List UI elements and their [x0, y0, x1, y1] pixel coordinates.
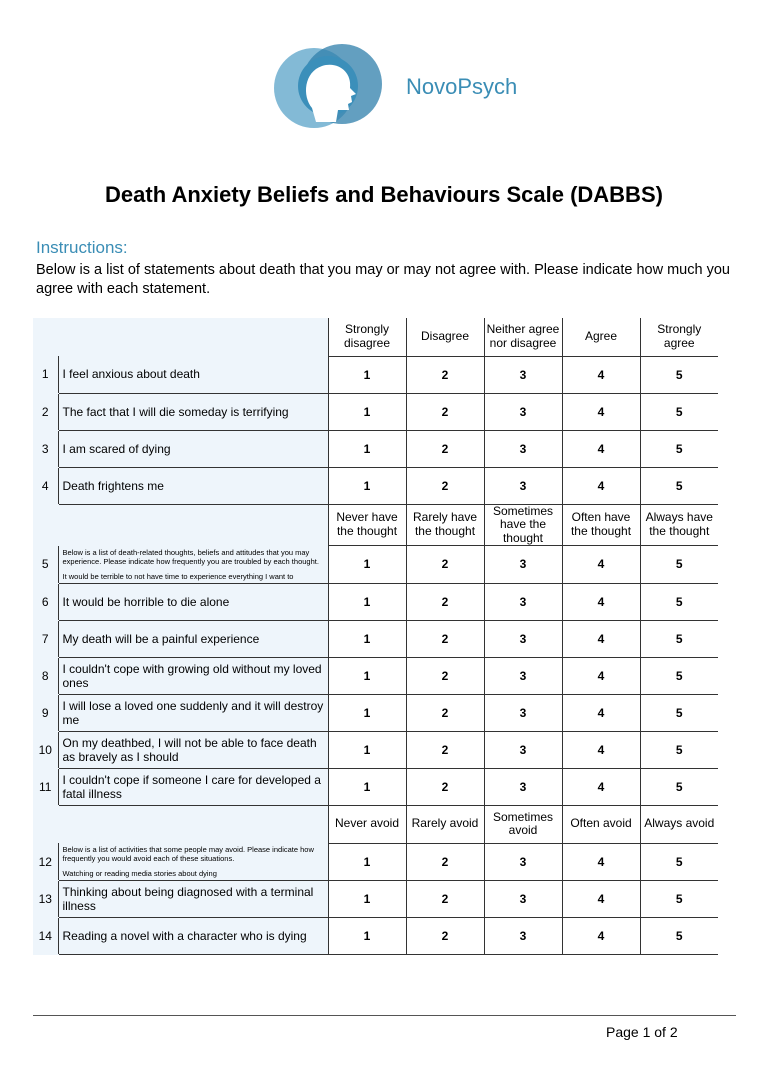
response-option-5[interactable]: 5	[640, 731, 718, 768]
item-number: 9	[33, 694, 58, 731]
response-option-4[interactable]: 4	[562, 843, 640, 881]
response-option-2[interactable]: 2	[406, 393, 484, 430]
item-text: Watching or reading media stories about dying	[62, 869, 217, 878]
response-option-1[interactable]: 1	[328, 546, 406, 584]
table-row	[33, 731, 718, 768]
response-option-2[interactable]: 2	[406, 430, 484, 467]
response-option-1[interactable]: 1	[328, 881, 406, 918]
response-option-4[interactable]: 4	[562, 393, 640, 430]
response-option-header: Strongly disagree	[328, 318, 406, 356]
item-number: 13	[33, 881, 58, 918]
item-number: 4	[33, 467, 58, 504]
response-option-3[interactable]: 3	[484, 918, 562, 955]
response-option-1[interactable]: 1	[328, 393, 406, 430]
response-option-3[interactable]: 3	[484, 843, 562, 881]
response-option-3[interactable]: 3	[484, 881, 562, 918]
dabbs-scale-table	[33, 318, 718, 955]
response-option-5[interactable]: 5	[640, 467, 718, 504]
table-row	[33, 657, 718, 694]
item-statement: Reading a novel with a character who is dying	[58, 918, 328, 955]
header-spacer	[58, 504, 328, 546]
response-option-3[interactable]: 3	[484, 430, 562, 467]
item-statement: I couldn't cope with growing old without my loved ones	[58, 657, 328, 694]
response-option-header: Always avoid	[640, 805, 718, 843]
response-option-2[interactable]: 2	[406, 657, 484, 694]
response-option-2[interactable]: 2	[406, 467, 484, 504]
response-option-header: Always have the thought	[640, 504, 718, 546]
item-number: 8	[33, 657, 58, 694]
response-option-3[interactable]: 3	[484, 546, 562, 584]
response-option-header: Sometimes have the thought	[484, 504, 562, 546]
response-option-1[interactable]: 1	[328, 356, 406, 393]
response-option-header: Often have the thought	[562, 504, 640, 546]
table-row	[33, 843, 718, 881]
response-option-header: Often avoid	[562, 805, 640, 843]
header-spacer	[58, 805, 328, 843]
item-number: 2	[33, 393, 58, 430]
response-option-3[interactable]: 3	[484, 768, 562, 805]
item-statement: Thinking about being diagnosed with a terminal illness	[58, 881, 328, 918]
section-header-row	[33, 504, 718, 546]
response-option-4[interactable]: 4	[562, 657, 640, 694]
table-row	[33, 768, 718, 805]
response-option-2[interactable]: 2	[406, 620, 484, 657]
response-option-4[interactable]: 4	[562, 620, 640, 657]
table-row	[33, 356, 718, 393]
item-number: 11	[33, 768, 58, 805]
response-option-header: Rarely have the thought	[406, 504, 484, 546]
response-option-header: Neither agree nor disagree	[484, 318, 562, 356]
item-number: 3	[33, 430, 58, 467]
brand-name: NovoPsych	[406, 74, 518, 99]
response-option-1[interactable]: 1	[328, 583, 406, 620]
response-option-3[interactable]: 3	[484, 694, 562, 731]
table-row	[33, 583, 718, 620]
response-option-1[interactable]: 1	[328, 731, 406, 768]
response-option-2[interactable]: 2	[406, 694, 484, 731]
item-number: 12	[33, 843, 58, 881]
header-spacer	[33, 805, 58, 843]
response-option-5[interactable]: 5	[640, 881, 718, 918]
response-option-header: Rarely avoid	[406, 805, 484, 843]
instructions-text: Below is a list of statements about death that you may or may not agree with. Please indicate how much you agree with each statement.	[36, 262, 730, 297]
item-statement: Death frightens me	[58, 467, 328, 504]
response-option-1[interactable]: 1	[328, 430, 406, 467]
item-statement: I feel anxious about death	[58, 356, 328, 393]
item-number: 6	[33, 583, 58, 620]
item-text: It would be terrible to not have time to experience everything I want to	[62, 571, 294, 581]
table-row	[33, 430, 718, 467]
instructions-heading: Instructions:	[36, 238, 128, 257]
response-option-header: Never avoid	[328, 805, 406, 843]
page-title: Death Anxiety Beliefs and Behaviours Scale (DABBS)	[105, 182, 663, 207]
response-option-4[interactable]: 4	[562, 430, 640, 467]
response-option-4[interactable]: 4	[562, 583, 640, 620]
table-row	[33, 546, 718, 584]
item-number: 5	[33, 546, 58, 584]
item-statement	[58, 843, 328, 881]
response-option-5[interactable]: 5	[640, 393, 718, 430]
response-option-4[interactable]: 4	[562, 881, 640, 918]
response-option-3[interactable]: 3	[484, 356, 562, 393]
response-option-3[interactable]: 3	[484, 731, 562, 768]
response-option-3[interactable]: 3	[484, 620, 562, 657]
response-option-4[interactable]: 4	[562, 694, 640, 731]
response-option-2[interactable]: 2	[406, 356, 484, 393]
response-option-1[interactable]: 1	[328, 694, 406, 731]
header-spacer	[33, 318, 58, 356]
response-option-1[interactable]: 1	[328, 918, 406, 955]
response-option-5[interactable]: 5	[640, 583, 718, 620]
response-option-5[interactable]: 5	[640, 657, 718, 694]
response-option-5[interactable]: 5	[640, 843, 718, 881]
page-number: Page 1 of 2	[606, 1024, 678, 1040]
item-number: 7	[33, 620, 58, 657]
item-statement: I couldn't cope if someone I care for developed a fatal illness	[58, 768, 328, 805]
response-option-1[interactable]: 1	[328, 768, 406, 805]
response-option-2[interactable]: 2	[406, 731, 484, 768]
response-option-4[interactable]: 4	[562, 918, 640, 955]
item-statement: On my deathbed, I will not be able to face death as bravely as I should	[58, 731, 328, 768]
response-option-2[interactable]: 2	[406, 546, 484, 584]
response-option-1[interactable]: 1	[328, 843, 406, 881]
response-option-2[interactable]: 2	[406, 583, 484, 620]
response-option-4[interactable]: 4	[562, 356, 640, 393]
item-statement: My death will be a painful experience	[58, 620, 328, 657]
section-note: Below is a list of activities that some people may avoid. Please indicate how frequently you would avoid each of these situations.	[62, 845, 314, 863]
response-option-5[interactable]: 5	[640, 694, 718, 731]
table-row	[33, 467, 718, 504]
response-option-2[interactable]: 2	[406, 768, 484, 805]
response-option-4[interactable]: 4	[562, 546, 640, 584]
response-option-2[interactable]: 2	[406, 881, 484, 918]
response-option-3[interactable]: 3	[484, 467, 562, 504]
response-option-1[interactable]: 1	[328, 620, 406, 657]
response-option-2[interactable]: 2	[406, 843, 484, 881]
table-row	[33, 918, 718, 955]
response-option-header: Disagree	[406, 318, 484, 356]
section-header-row	[33, 318, 718, 356]
item-statement	[58, 546, 328, 584]
header-spacer	[33, 504, 58, 546]
response-option-3[interactable]: 3	[484, 657, 562, 694]
response-option-4[interactable]: 4	[562, 768, 640, 805]
item-number: 1	[33, 356, 58, 393]
response-option-4[interactable]: 4	[562, 467, 640, 504]
response-option-5[interactable]: 5	[640, 430, 718, 467]
novopsych-logo	[272, 36, 532, 136]
item-statement: It would be horrible to die alone	[58, 583, 328, 620]
response-option-5[interactable]: 5	[640, 918, 718, 955]
table-row	[33, 881, 718, 918]
response-option-3[interactable]: 3	[484, 393, 562, 430]
item-statement: I am scared of dying	[58, 430, 328, 467]
response-option-1[interactable]: 1	[328, 657, 406, 694]
response-option-2[interactable]: 2	[406, 918, 484, 955]
response-option-4[interactable]: 4	[562, 731, 640, 768]
head-profile-logo-icon	[272, 36, 384, 136]
section-note: Below is a list of death-related thoughts, beliefs and attitudes that you may experience. Please indicate how frequently you are troubled by each thought.	[62, 547, 319, 566]
response-option-header: Strongly agree	[640, 318, 718, 356]
table-row	[33, 620, 718, 657]
response-option-5[interactable]: 5	[640, 768, 718, 805]
response-option-5[interactable]: 5	[640, 546, 718, 584]
response-option-5[interactable]: 5	[640, 356, 718, 393]
item-statement: I will lose a loved one suddenly and it will destroy me	[58, 694, 328, 731]
table-row	[33, 393, 718, 430]
table-row	[33, 694, 718, 731]
response-option-header: Never have the thought	[328, 504, 406, 546]
header-spacer	[58, 318, 328, 356]
response-option-3[interactable]: 3	[484, 583, 562, 620]
footer-rule	[33, 1015, 736, 1016]
item-number: 14	[33, 918, 58, 955]
item-number: 10	[33, 731, 58, 768]
response-option-header: Agree	[562, 318, 640, 356]
response-option-header: Sometimes avoid	[484, 805, 562, 843]
item-statement: The fact that I will die someday is terrifying	[58, 393, 328, 430]
response-option-5[interactable]: 5	[640, 620, 718, 657]
section-header-row	[33, 805, 718, 843]
response-option-1[interactable]: 1	[328, 467, 406, 504]
